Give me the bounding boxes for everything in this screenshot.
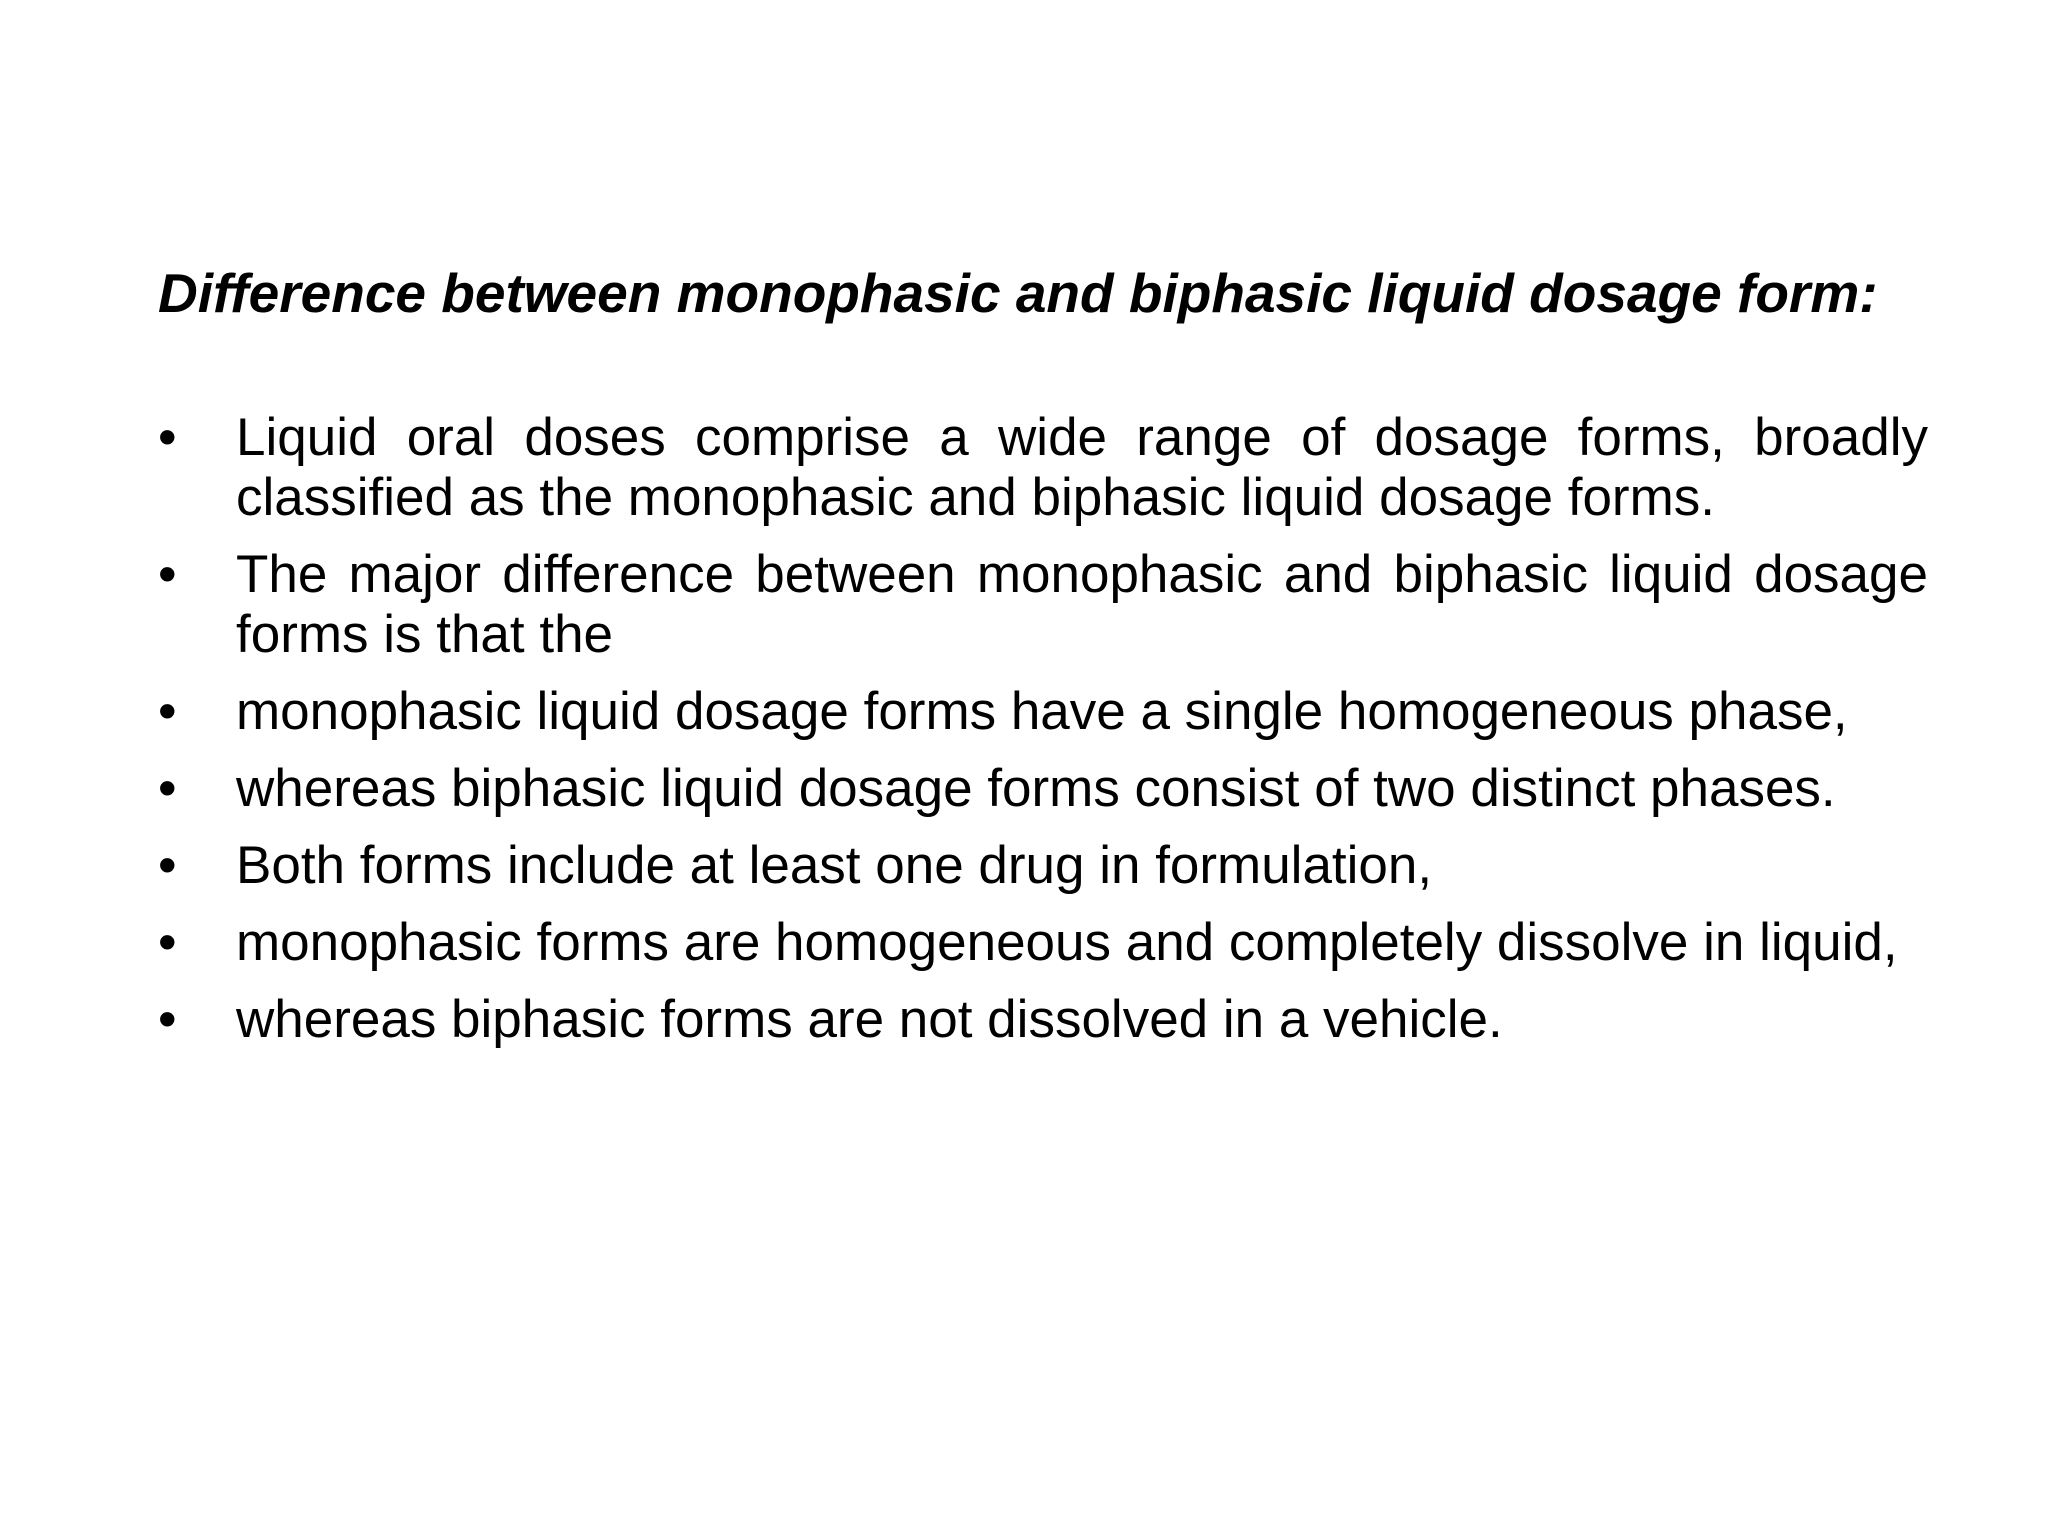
list-item — [158, 759, 1928, 819]
bullet-icon: • — [158, 408, 177, 467]
bullet-icon: • — [158, 836, 177, 895]
bullet-text: whereas biphasic liquid dosage forms consist of two distinct phases. — [236, 759, 1836, 818]
bullet-icon: • — [158, 913, 177, 972]
bullet-text: monophasic forms are homogeneous and completely dissolve in liquid, — [236, 913, 1898, 972]
list-item — [158, 682, 1928, 742]
list-item — [158, 408, 1928, 528]
slide-title: Difference between monophasic and biphasic liquid dosage form: — [158, 262, 1878, 324]
list-item — [158, 990, 1928, 1050]
bullet-text: Both forms include at least one drug in formulation, — [236, 836, 1433, 895]
bullet-icon: • — [158, 759, 177, 818]
bullet-text: Liquid oral doses comprise a wide range of dosage forms, broadly classified as the monophasic and biphasic liquid dosage forms. — [236, 408, 1928, 527]
bullet-text: whereas biphasic forms are not dissolved in a vehicle. — [236, 990, 1503, 1049]
bullet-text: monophasic liquid dosage forms have a single homogeneous phase, — [236, 682, 1848, 741]
bullet-icon: • — [158, 682, 177, 741]
bullet-icon: • — [158, 990, 177, 1049]
bullet-text: The major difference between monophasic and biphasic liquid dosage forms is that the — [236, 545, 1928, 664]
list-item — [158, 836, 1928, 896]
bullet-icon: • — [158, 545, 177, 604]
list-item — [158, 545, 1928, 665]
list-item — [158, 913, 1928, 973]
bullet-list — [158, 408, 1928, 1067]
